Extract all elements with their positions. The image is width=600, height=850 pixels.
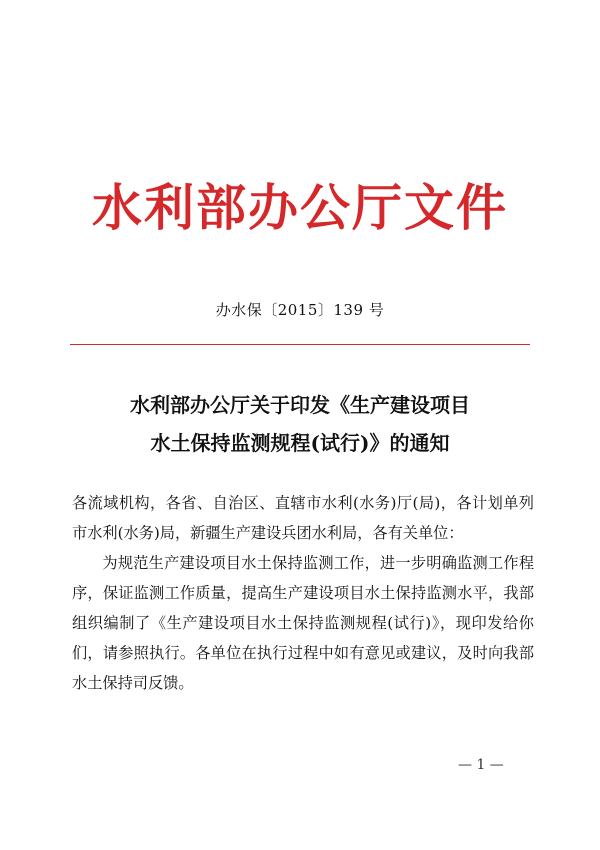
red-divider-line <box>70 344 530 345</box>
masthead-title: 水利部办公厅文件 <box>92 178 508 237</box>
notice-title-line-1: 水利部办公厅关于印发《生产建设项目 <box>130 393 470 417</box>
notice-body <box>72 488 534 698</box>
addressees-paragraph: 各流域机构，各省、自治区、直辖市水利(水务)厅(局)，各计划单列市水利(水务)局，新疆生产建设兵团水利局，各有关单位： <box>72 494 534 542</box>
notice-title-line-2: 水土保持监测规程(试行)》的通知 <box>150 431 450 455</box>
notice-title <box>60 386 540 462</box>
document-number: 办水保〔2015〕139 号 <box>215 301 385 319</box>
body-paragraph: 为规范生产建设项目水土保持监测工作，进一步明确监测工作程序，保证监测工作质量，提高生产建设项目水土保持监测水平，我部组织编制了《生产建设项目水土保持监测规程(试行)》，现印发给你们，请参照执行。各单位在执行过程中如有意见或建议，及时向我部水土保持司反馈。 <box>72 554 534 692</box>
page-number: — 1 — <box>458 757 504 773</box>
